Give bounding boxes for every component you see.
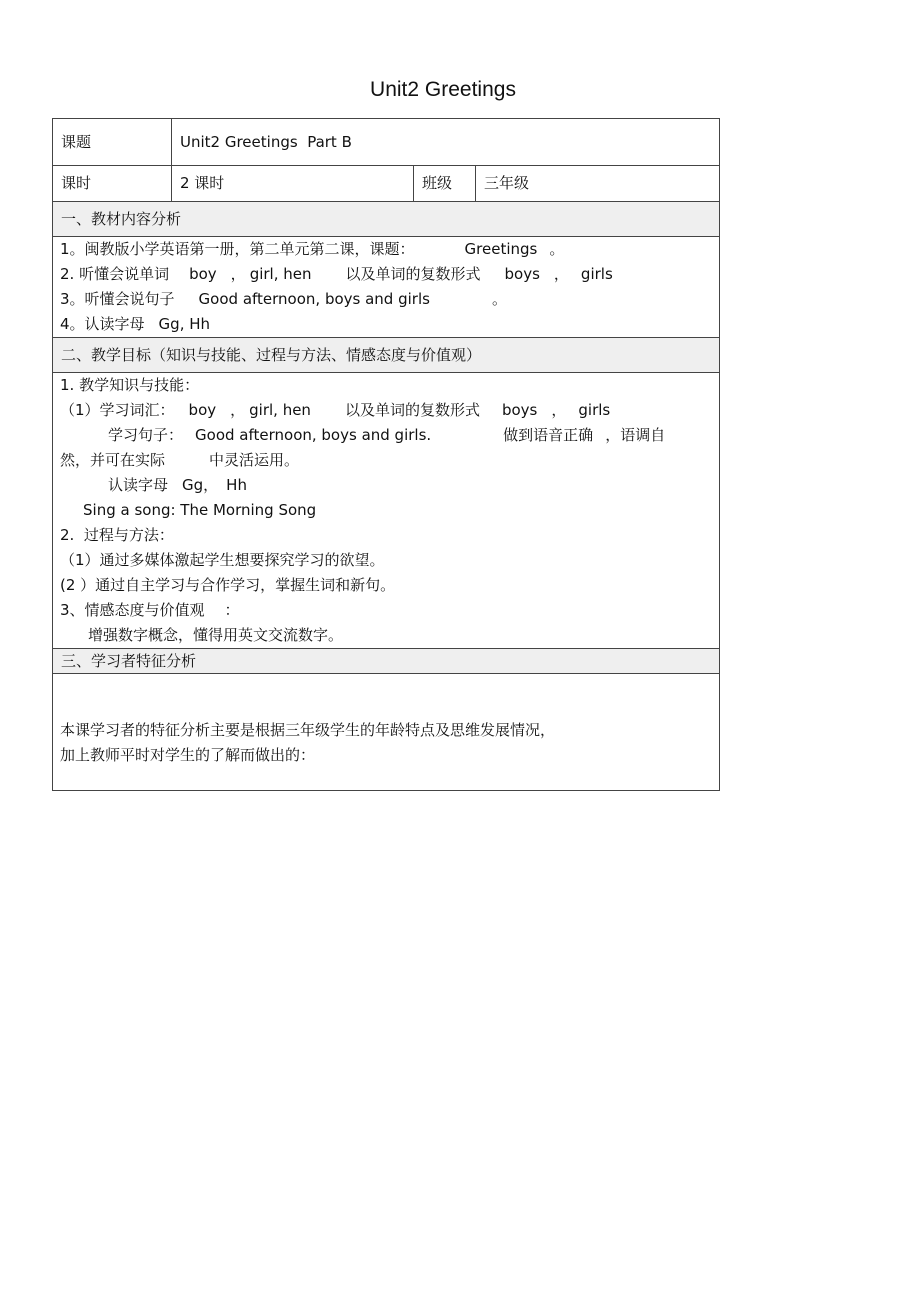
s2-l2-text2: 以及单词的复数形式	[344, 401, 480, 419]
s1-l2-text: 2. 听懂会说单词	[60, 265, 170, 283]
s2-l3-sentence: Good afternoon, boys and girls.	[195, 426, 432, 444]
s1-l4-text: 4。认读字母	[60, 315, 145, 333]
s2-l5-letter2: Hh	[226, 476, 247, 494]
s2-l2-text: （1）学习词汇：	[60, 401, 175, 419]
s2-l3-text3: ，语调自	[605, 426, 666, 444]
s2-l4-text2: 中灵活运用。	[209, 451, 300, 469]
s1-l3-sentence: Good afternoon, boys and girls	[198, 290, 430, 308]
s1-l1-text: 1。闽教版小学英语第一册，第二单元第二课，课题：	[60, 240, 415, 258]
s2-l10-text: 3、情感态度与价值观	[60, 601, 205, 619]
s2-l2-comma2: ，	[551, 401, 567, 419]
s2-line-10	[60, 598, 711, 623]
lesson-label: 课题	[53, 119, 172, 166]
section3-content-row	[53, 674, 720, 791]
section3-heading-row	[53, 649, 720, 674]
section3-heading: 三、学习者特征分析	[53, 649, 720, 674]
s2-l2-word2: girl, hen	[249, 401, 311, 419]
s3-line-2: 加上教师平时对学生的了解而做出的：	[60, 746, 316, 764]
s2-l3-text: 学习句子：	[108, 426, 184, 444]
s2-l5-text: 认读字母	[108, 476, 169, 494]
s2-line-9: (2 ）通过自主学习与合作学习，掌握生词和新句。	[60, 576, 396, 594]
lesson-row	[53, 119, 720, 166]
s2-l4-text: 然，并可在实际	[60, 451, 166, 469]
class-value: 三年级	[476, 166, 720, 202]
s1-l2-word1: boy	[189, 265, 217, 283]
document-title: Unit2 Greetings	[370, 78, 516, 101]
s2-l2-comma1: ，	[230, 401, 246, 419]
s2-line-4	[60, 448, 711, 473]
lesson-plan-table	[52, 118, 720, 791]
s1-l3-text: 3。听懂会说句子	[60, 290, 175, 308]
period-value: 2 课时	[172, 166, 414, 202]
s1-line-4	[60, 312, 711, 337]
s1-l2-word3: boys	[504, 265, 540, 283]
section1-heading-row	[53, 202, 720, 237]
s2-line-3	[60, 423, 711, 448]
s1-l2-word4: girls	[580, 265, 613, 283]
section1-heading: 一、教材内容分析	[53, 202, 720, 237]
s1-l4-letters: Gg, Hh	[158, 315, 211, 333]
s1-l2-comma2: ，	[553, 265, 569, 283]
s2-line-7: 2. 过程与方法：	[60, 526, 174, 544]
s1-line-3	[60, 287, 711, 312]
section1-content	[53, 237, 720, 338]
s1-l3-end: 。	[491, 290, 507, 308]
s2-line-5	[60, 473, 711, 498]
s2-line-6: Sing a song: The Morning Song	[83, 501, 317, 519]
s1-l1-word: Greetings	[464, 240, 538, 258]
section2-content	[53, 373, 720, 649]
s2-line-1: 1. 教学知识与技能：	[60, 376, 200, 394]
s1-l2-comma1: ，	[230, 265, 246, 283]
s1-l2-text2: 以及单词的复数形式	[345, 265, 481, 283]
s1-line-2	[60, 262, 711, 287]
section2-heading-row	[53, 338, 720, 373]
s2-l5-letter1: Gg，	[182, 476, 219, 494]
s2-line-8: （1）通过多媒体激起学生想要探究学习的欲望。	[60, 551, 385, 569]
s1-l2-word2: girl, hen	[249, 265, 312, 283]
s2-l10-colon: ：	[224, 601, 240, 619]
s2-line-11: 增强数字概念，懂得用英文交流数字。	[88, 626, 344, 644]
s1-l1-end: 。	[549, 240, 565, 258]
period-label: 课时	[53, 166, 172, 202]
s3-line-1: 本课学习者的特征分析主要是根据三年级学生的年龄特点及思维发展情况，	[60, 721, 556, 739]
period-row	[53, 166, 720, 202]
s2-line-2	[60, 398, 711, 423]
s2-l2-word4: girls	[578, 401, 611, 419]
s2-l3-text2: 做到语音正确	[503, 426, 594, 444]
s2-l2-word1: boy	[188, 401, 217, 419]
s2-l2-word3: boys	[501, 401, 538, 419]
section1-content-row	[53, 237, 720, 338]
lesson-value: Unit2 Greetings Part B	[172, 119, 720, 166]
section2-content-row	[53, 373, 720, 649]
s1-line-1	[60, 237, 711, 262]
section2-heading: 二、教学目标（知识与技能、过程与方法、情感态度与价值观）	[53, 338, 720, 373]
class-label: 班级	[414, 166, 476, 202]
section3-content	[53, 674, 720, 791]
